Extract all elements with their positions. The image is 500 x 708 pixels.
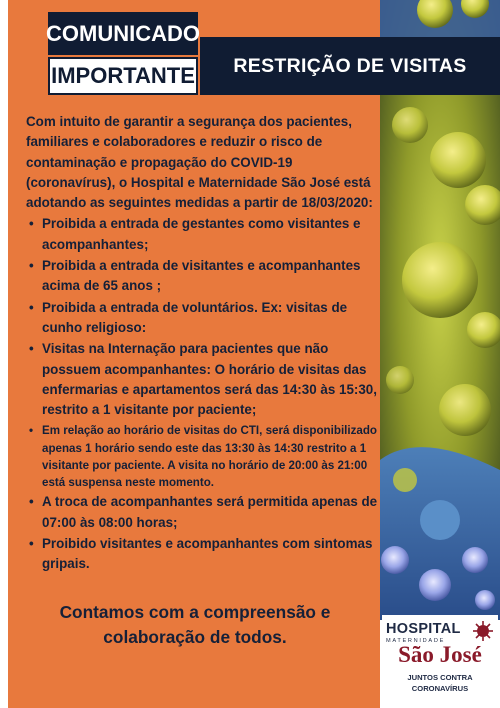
- logo-tagline-2: CORONAVÍRUS: [411, 684, 469, 693]
- notice-body: [26, 112, 378, 574]
- hospital-logo: [382, 615, 498, 700]
- closing-message: Contamos com a compreensão e colaboração de todos.: [59, 602, 331, 647]
- logo-tagline-1: JUNTOS CONTRA: [407, 673, 473, 682]
- list-item: • Proibido visitantes e acompanhantes com sintomas gripais.: [26, 534, 378, 575]
- list-item: • A troca de acompanhantes será permitida apenas de 07:00 às 08:00 horas;: [26, 492, 378, 533]
- page-title: RESTRIÇÃO DE VISITAS: [233, 54, 467, 77]
- measures-list: [26, 214, 378, 574]
- logo-hospital-text: HOSPITAL: [386, 621, 461, 637]
- virus-mark-icon: [472, 620, 494, 642]
- list-item: • Proibida a entrada de visitantes e acompanhantes acima de 65 anos ;: [26, 256, 378, 297]
- list-item: • Proibida a entrada de voluntários. Ex: visitas de cunho religioso:: [26, 298, 378, 339]
- list-item: • Proibida a entrada de gestantes como visitantes e acompanhantes;: [26, 214, 378, 255]
- list-item: • Em relação ao horário de visitas do CTI, será disponibilizado apenas 1 horário sendo este das 13:30 às 14:30 restrito a 1 visitante por paciente. A visita no horário de 20:00 às 21:00 está suspensa neste momento.: [26, 422, 378, 491]
- logo-maternidade-text: MATERNIDADE: [386, 638, 445, 644]
- importante-label: IMPORTANTE: [48, 57, 198, 95]
- logo-name: São José: [398, 642, 482, 667]
- comunicado-label: COMUNICADO: [48, 12, 198, 55]
- list-item: • Visitas na Internação para pacientes que não possuem acompanhantes: O horário de visitas das enfermarias e apartamentos será das 14:30 às 15:30, restrito a 1 visitante por paciente;: [26, 339, 378, 420]
- intro-paragraph: Com intuito de garantir a segurança dos pacientes, familiares e colaboradores e reduzir o risco de contaminação e propagação do COVID-19 (coronavírus), o Hospital e Maternidade São José está adotando as seguintes medidas a partir de 18/03/2020:: [26, 114, 373, 211]
